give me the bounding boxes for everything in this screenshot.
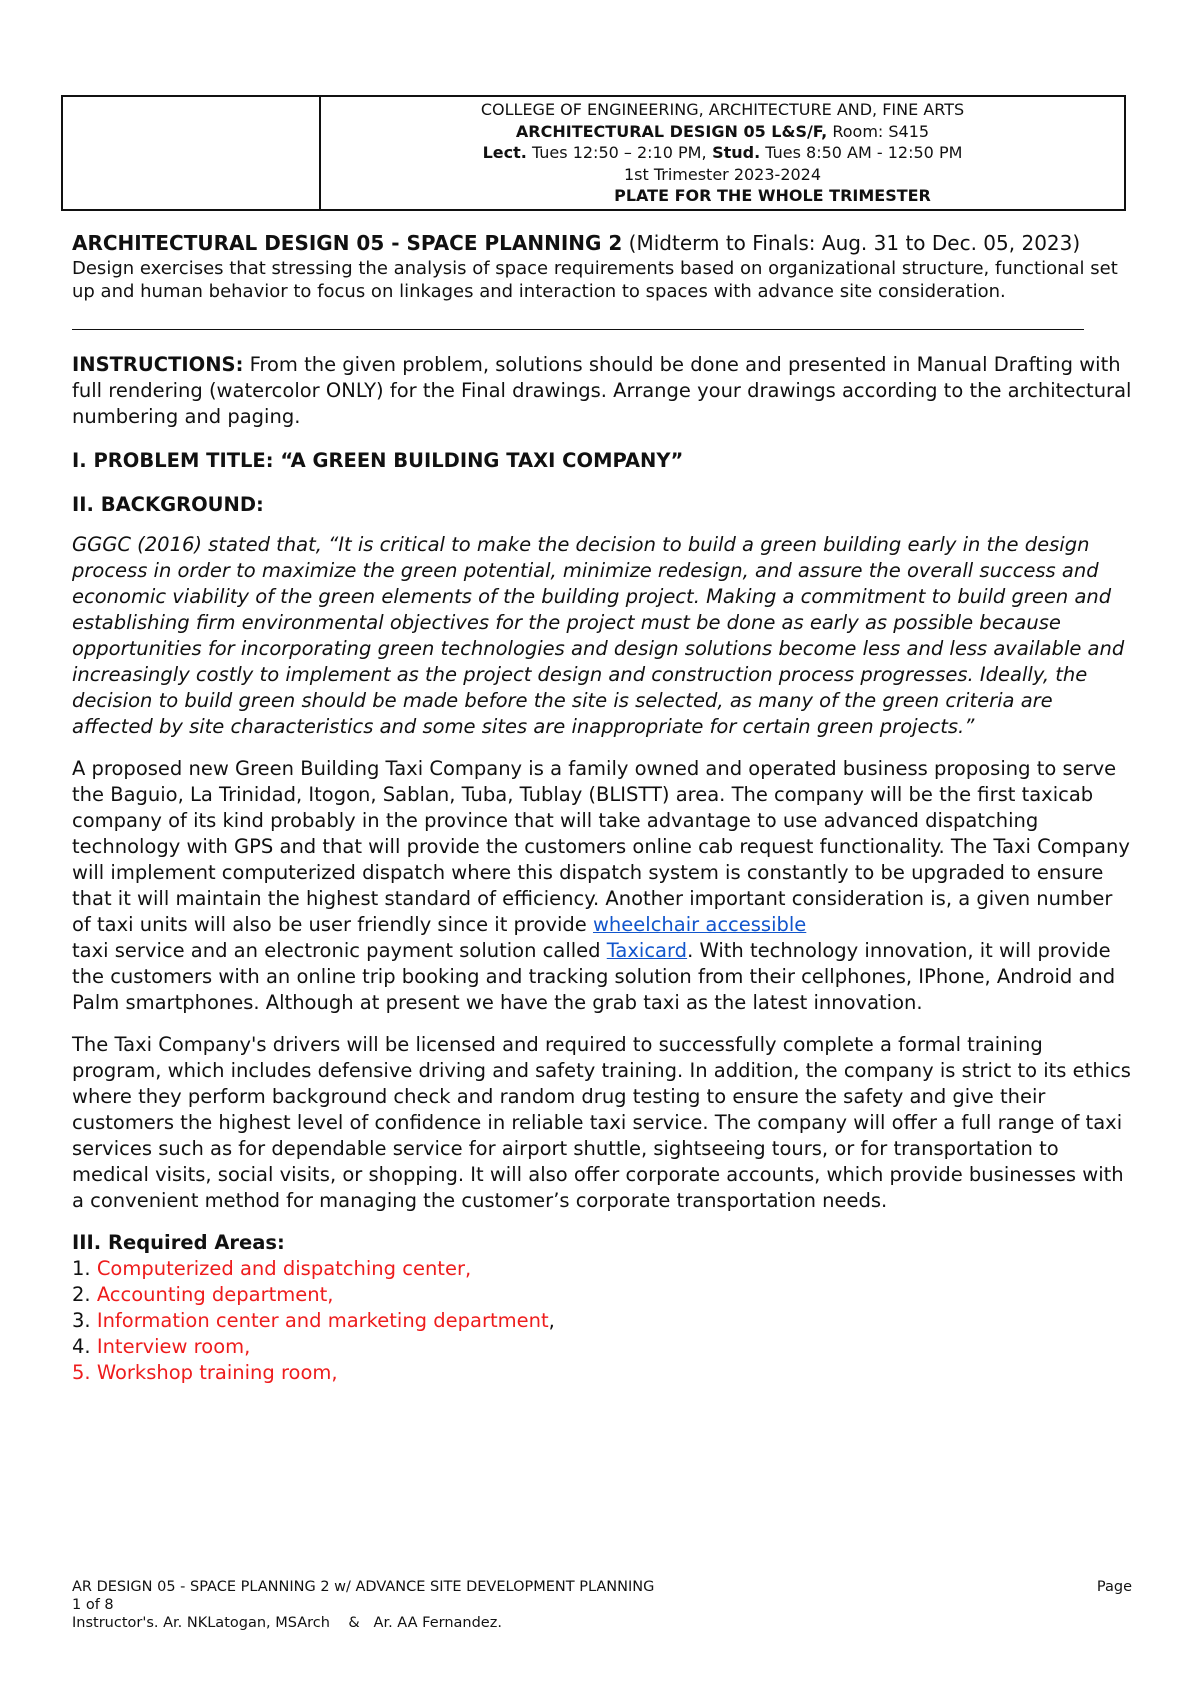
problem-title: I. PROBLEM TITLE: “A GREEN BUILDING TAXI COMPANY” — [72, 449, 684, 472]
list-item — [72, 1334, 1132, 1360]
list-item — [72, 1256, 1132, 1282]
stud-label: Stud. — [706, 143, 761, 162]
instructions-text: From the given problem, solutions should be done and presented in Manual Drafting with full rendering (watercolor ONLY) for the Final drawings. Arrange your drawings according to the architectural numbering and paging. — [72, 353, 1132, 428]
instructions-label: INSTRUCTIONS: — [72, 353, 244, 376]
list-item-number: 4. — [72, 1335, 97, 1358]
college-name: COLLEGE OF ENGINEERING, ARCHITECTURE AND, FINE ARTS — [480, 100, 965, 119]
required-areas-heading: III. Required Areas: — [72, 1231, 285, 1254]
list-item-number: 5. — [72, 1361, 97, 1384]
footer-row — [72, 1578, 1132, 1596]
list-item-text: Workshop training room, — [96, 1361, 338, 1384]
list-item — [72, 1282, 1132, 1308]
list-item-number: 1. — [72, 1257, 97, 1280]
list-item-number: 3. — [72, 1309, 97, 1332]
course-line — [321, 121, 1124, 143]
list-item-text: Accounting department, — [96, 1283, 334, 1306]
para1-part-b: taxi service and an electronic payment solution called — [72, 939, 607, 962]
background-heading: II. BACKGROUND: — [72, 493, 264, 516]
lect-time: Tues 12:50 – 2:10 PM, — [526, 143, 707, 162]
wheelchair-accessible-link[interactable]: wheelchair accessible — [592, 913, 807, 936]
list-item — [72, 1308, 1132, 1334]
list-item-number: 2. — [72, 1283, 97, 1306]
instructions — [72, 352, 1132, 430]
document-body — [72, 230, 1132, 1386]
background-paragraph-2: The Taxi Company's drivers will be licensed and required to successfully complete a formal training program, which includes defensive driving and safety training. In addition, the company is strict to its ethics where they perform background check and random drug testing to ensure the safety and give their customers the highest level of confidence in reliable taxi service. The company will offer a full range of taxi services such as for dependable service for airport shuttle, sightseeing tours, or for transportation to medical visits, social visits, or shopping. It will also offer corporate accounts, which provide businesses with a convenient method for managing the customer’s corporate transportation needs. — [72, 1033, 1131, 1212]
schedule-line — [321, 142, 1124, 164]
trimester: 1st Trimester 2023-2024 — [623, 164, 822, 184]
header-table — [61, 95, 1126, 211]
intro-title-dates: (Midterm to Finals: Aug. 31 to Dec. 05, 2023) — [622, 231, 1081, 255]
list-item-text: Computerized and dispatching center, — [96, 1257, 472, 1280]
header-info-cell — [321, 97, 1124, 209]
footer-course: AR DESIGN 05 - SPACE PLANNING 2 w/ ADVANCE SITE DEVELOPMENT PLANNING — [72, 1579, 655, 1595]
course-title: ARCHITECTURAL DESIGN 05 L&S/F, — [515, 121, 828, 141]
intro-title-bold: ARCHITECTURAL DESIGN 05 - SPACE PLANNING 2 — [72, 231, 623, 255]
list-item — [72, 1360, 1132, 1386]
footer-page-number: 1 of 8 — [72, 1597, 114, 1613]
footer-instructors: Instructor's. Ar. NKLatogan, MSArch & Ar. AA Fernandez. — [72, 1615, 502, 1631]
header-logo-cell — [63, 97, 321, 209]
taxicard-link[interactable]: Taxicard — [606, 939, 688, 962]
para1-part-a: A proposed new Green Building Taxi Company is a family owned and operated business proposing to serve the Baguio, La Trinidad, Itogon, Sablan, Tuba, Tublay (BLISTT) area. The company will be the first taxicab company of its kind probably in the province that will take advantage to use advanced dispatching technology with GPS and that will provide the customers online cab request functionality. The Taxi Company will implement computerized dispatch where this dispatch system is constantly to be upgraded to ensure that it will maintain the highest standard of efficiency. Another important consideration is, a given number of taxi units will also be user friendly since it provide — [72, 757, 1130, 936]
list-item-text: Information center and marketing department — [96, 1309, 549, 1332]
lect-label: Lect. — [482, 143, 527, 162]
list-item-tail: , — [548, 1309, 555, 1332]
required-areas-list — [72, 1256, 1132, 1386]
stud-time: Tues 8:50 AM - 12:50 PM — [760, 143, 963, 162]
divider — [72, 329, 1084, 330]
intro-description: Design exercises that stressing the analysis of space requirements based on organizational structure, functional set up and human behavior to focus on linkages and interaction to spaces with advance site consideration. — [72, 258, 1118, 302]
page-footer — [72, 1578, 1132, 1632]
room: Room: S415 — [827, 121, 930, 141]
intro-title — [72, 230, 1132, 256]
plate-label: PLATE FOR THE WHOLE TRIMESTER — [614, 186, 931, 205]
para1-part-c: . With technology innovation, it will provide the customers with an online trip booking and tracking solution from their cellphones, IPhone, Android and Palm smartphones. Although at present we have the grab taxi as the latest innovation. — [72, 939, 1116, 1014]
footer-page-label: Page — [1096, 1579, 1132, 1595]
list-item-text: Interview room, — [96, 1335, 251, 1358]
background-paragraph-1 — [72, 756, 1132, 1016]
background-quote: GGGC (2016) stated that, “It is critical to make the decision to build a green building early in the design process in order to maximize the green potential, minimize redesign, and assure the overall success and economic viability of the green elements of the building project. Making a commitment to build green and establishing firm environmental objectives for the project must be done as early as possible because opportunities for incorporating green technologies and design solutions become less and less available and increasingly costly to implement as the project design and construction process progresses. Ideally, the decision to build green should be made before the site is selected, as many of the green criteria are affected by site characteristics and some sites are inappropriate for certain green projects.” — [72, 533, 1125, 738]
